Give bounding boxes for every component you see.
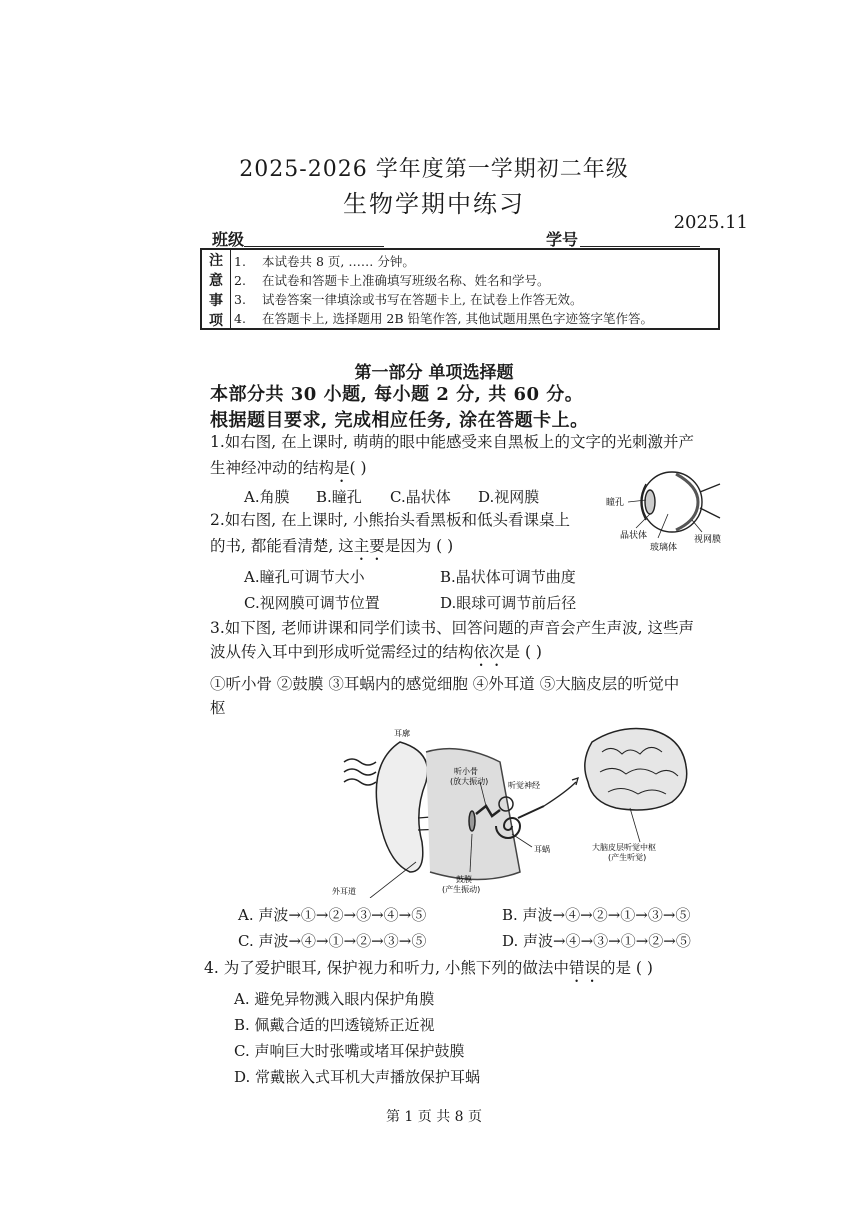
q3-emphasis: 依次 bbox=[473, 643, 505, 661]
ear-label-nerve: 听觉神经 bbox=[508, 781, 540, 790]
notice-head-char: 事 bbox=[209, 293, 223, 309]
ear-label-cortex: 大脑皮层听觉中枢 bbox=[592, 843, 656, 852]
q4-option-d: D. 常戴嵌入式耳机大声播放保护耳蜗 bbox=[234, 1068, 481, 1086]
q2-option-c: C.视网膜可调节位置 bbox=[244, 594, 380, 612]
q1-emphasis: 是 bbox=[334, 459, 350, 477]
question-1-line-2 bbox=[210, 456, 367, 486]
notice-item bbox=[234, 290, 714, 309]
ear-label-cochlea: 耳蜗 bbox=[534, 845, 550, 854]
q1-option-c: C.晶状体 bbox=[390, 488, 451, 506]
q2-emphasis: 主要 bbox=[353, 537, 385, 555]
signal-arrowhead bbox=[572, 778, 578, 785]
section-title: 第一部分 单项选择题 bbox=[354, 363, 514, 383]
question-1-line-1: 1.如右图, 在上课时, 萌萌的眼中能感受来自黑板上的文字的光刺激并产 bbox=[210, 433, 694, 451]
vitreous-pointer bbox=[658, 514, 668, 538]
section-instruction-2: 根据题目要求, 完成相应任务, 涂在答题卡上。 bbox=[210, 410, 589, 431]
canal-pointer bbox=[370, 862, 416, 898]
ear-label-drum: 鼓膜 bbox=[456, 875, 472, 884]
ear-label-ossicles: 听小骨 bbox=[454, 767, 478, 776]
question-3-line-1: 3.如下图, 老师讲课和同学们读书、回答问题的声音会产生声波, 这些声 bbox=[210, 619, 694, 637]
q4-bracket: 的是 ( ) bbox=[599, 959, 653, 977]
cortex-pointer bbox=[630, 808, 640, 842]
sound-wave bbox=[344, 779, 376, 785]
q3-option-a: A. 声波→①→②→③→④→⑤ bbox=[238, 906, 427, 924]
question-2-line-2 bbox=[210, 534, 453, 564]
notice-head-char: 注 bbox=[209, 253, 223, 269]
q4-option-a: A. 避免异物溅入眼内保护角膜 bbox=[234, 990, 435, 1008]
class-underline bbox=[244, 246, 384, 247]
sound-wave bbox=[344, 769, 376, 775]
eye-label-vitreous: 玻璃体 bbox=[650, 543, 678, 553]
q2-option-d: D.眼球可调节前后径 bbox=[440, 594, 577, 612]
q2-bracket: 是因为 ( ) bbox=[384, 537, 454, 555]
ear-label-canal: 外耳道 bbox=[332, 887, 356, 896]
exam-title: 2025-2026 学年度第一学期初二年级 bbox=[239, 157, 629, 182]
section-instruction-1: 本部分共 30 小题, 每小题 2 分, 共 60 分。 bbox=[210, 384, 584, 405]
ear-label-drum-note: (产生振动) bbox=[442, 885, 481, 894]
signal-arrow bbox=[544, 782, 576, 806]
ear-label-auricle: 耳廓 bbox=[394, 729, 410, 738]
notice-text: 在试卷和答题卡上准确填写班级名称、姓名和学号。 bbox=[262, 273, 550, 288]
notice-item bbox=[234, 309, 714, 328]
q4-option-c: C. 声响巨大时张嘴或堵耳保护鼓膜 bbox=[234, 1042, 465, 1060]
notice-heading bbox=[202, 250, 231, 328]
question-2-line-1: 2.如右图, 在上课时, 小熊抬头看黑板和低头看课桌上 bbox=[210, 511, 570, 529]
q1-text: 生神经冲动的结构 bbox=[210, 459, 335, 477]
eye-diagram bbox=[606, 462, 724, 558]
eardrum-shape bbox=[469, 811, 475, 831]
notice-num: 3. bbox=[234, 292, 246, 307]
q2-option-b: B.晶状体可调节曲度 bbox=[440, 568, 576, 586]
q1-bracket: ( ) bbox=[349, 459, 367, 477]
q2-text: 的书, 都能看清楚, 这 bbox=[210, 537, 354, 555]
q4-option-b: B. 佩戴合适的凹透镜矫正近视 bbox=[234, 1016, 435, 1034]
q2-option-a: A.瞳孔可调节大小 bbox=[244, 568, 365, 586]
sound-wave bbox=[344, 759, 376, 765]
notice-text: 在答题卡上, 选择题用 2B 铅笔作答, 其他试题用黑色字迹签字笔作答。 bbox=[262, 311, 653, 326]
eye-label-lens: 晶状体 bbox=[620, 531, 648, 541]
q1-option-b: B.瞳孔 bbox=[316, 488, 362, 506]
question-3-items: ①听小骨 ②鼓膜 ③耳蜗内的感觉细胞 ④外耳道 ⑤大脑皮层的听觉中 bbox=[210, 675, 680, 693]
auricle-shape bbox=[376, 742, 427, 872]
notice-num: 4. bbox=[234, 311, 246, 326]
exam-subtitle: 生物学期中练习 bbox=[343, 190, 525, 218]
question-3-items-cont: 枢 bbox=[210, 699, 226, 717]
q3-text: 波从传入耳中到形成听觉需经过的结构 bbox=[210, 643, 474, 661]
q3-option-b: B. 声波→④→②→①→③→⑤ bbox=[502, 906, 691, 924]
notice-head-char: 意 bbox=[209, 273, 223, 289]
notice-box bbox=[200, 248, 720, 330]
ear-diagram bbox=[330, 722, 730, 898]
notice-head-char: 项 bbox=[209, 313, 223, 329]
q3-option-d: D. 声波→④→③→①→②→⑤ bbox=[502, 932, 691, 950]
student-id-underline bbox=[580, 246, 700, 247]
q3-bracket: 是 ( ) bbox=[504, 643, 542, 661]
exam-date: 2025.11 bbox=[673, 212, 748, 233]
notice-text: 本试卷共 8 页, …… 分钟。 bbox=[262, 254, 415, 269]
notice-list bbox=[234, 252, 714, 328]
q1-option-d: D.视网膜 bbox=[478, 488, 540, 506]
notice-item bbox=[234, 271, 714, 290]
ear-label-ossicles-note: (放大振动) bbox=[450, 777, 489, 786]
page-footer: 第 1 页 共 8 页 bbox=[385, 1109, 483, 1125]
lens-shape bbox=[645, 490, 655, 514]
notice-num: 1. bbox=[234, 254, 246, 269]
q4-emphasis: 错误 bbox=[568, 959, 600, 977]
ear-label-cortex-note: (产生听觉) bbox=[608, 853, 647, 862]
question-4-line-1 bbox=[204, 956, 653, 986]
eye-label-pupil: 瞳孔 bbox=[606, 498, 625, 508]
auditory-nerve-shape bbox=[518, 806, 544, 818]
q3-option-c: C. 声波→④→①→②→③→⑤ bbox=[238, 932, 427, 950]
optic-nerve-shape bbox=[700, 484, 720, 518]
retina-pointer bbox=[692, 520, 702, 532]
notice-item bbox=[234, 252, 714, 271]
question-3-line-2 bbox=[210, 640, 542, 670]
class-label: 班级 bbox=[212, 230, 245, 249]
q1-option-a: A.角膜 bbox=[244, 488, 290, 506]
student-id-label: 学号 bbox=[546, 230, 579, 249]
eye-label-retina: 视网膜 bbox=[694, 535, 722, 545]
q4-text: 4. 为了爱护眼耳, 保护视力和听力, 小熊下列的做法中 bbox=[204, 959, 569, 977]
notice-text: 试卷答案一律填涂或书写在答题卡上, 在试卷上作答无效。 bbox=[262, 292, 583, 307]
notice-num: 2. bbox=[234, 273, 246, 288]
pupil-pointer bbox=[628, 500, 646, 502]
